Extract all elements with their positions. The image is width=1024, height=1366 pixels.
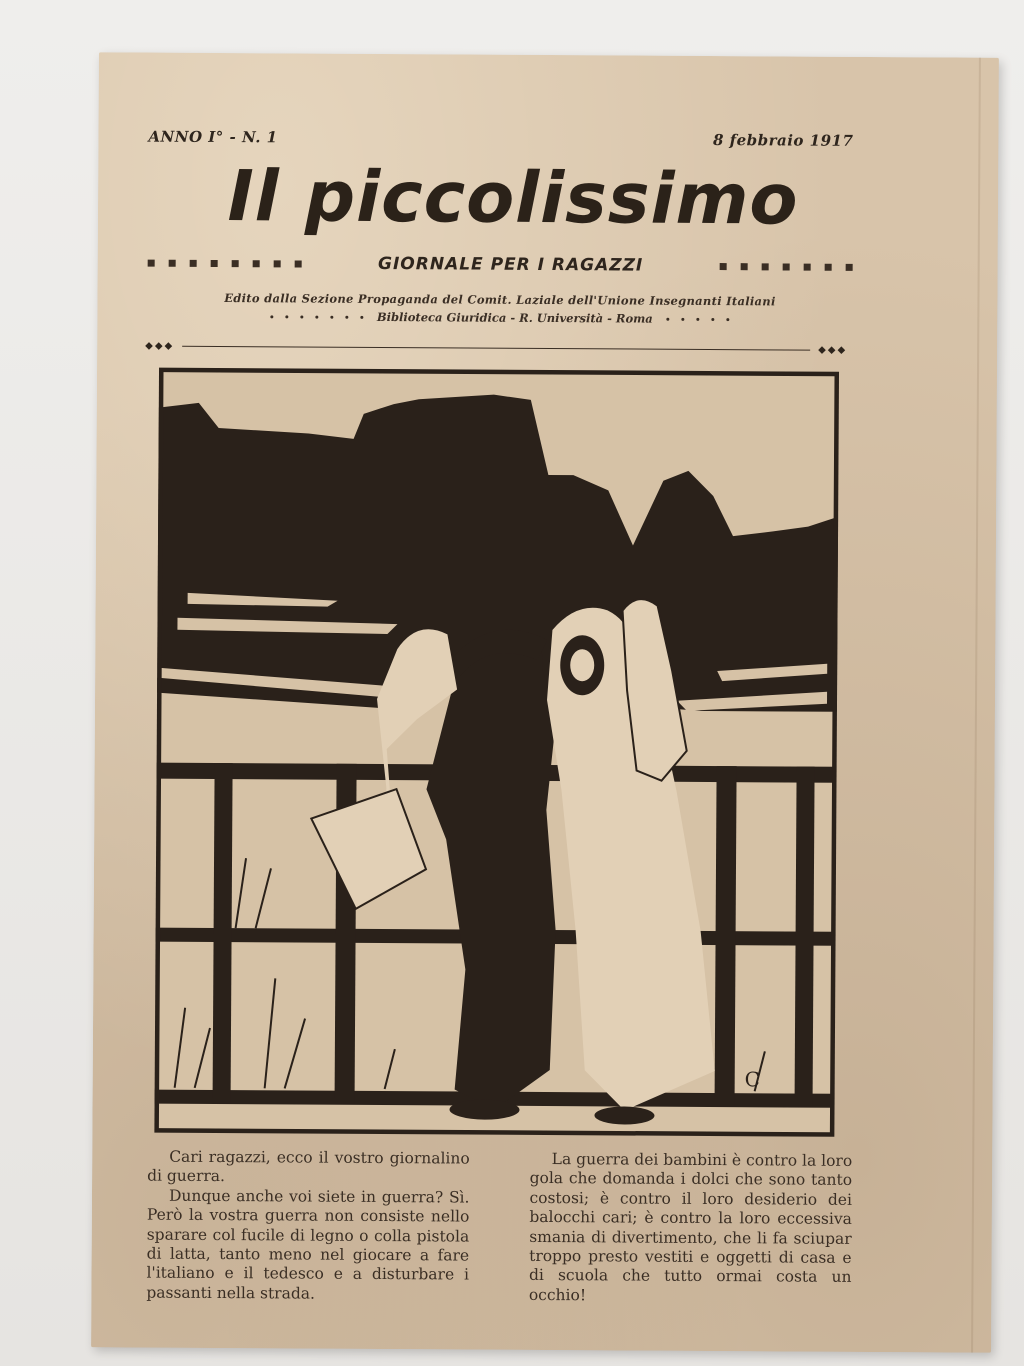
- newspaper-page: [91, 52, 999, 1352]
- publisher-line: Edito dalla Sezione Propaganda del Comit. Laziale dell'Unione Insegnanti Italiani: [224, 291, 776, 309]
- diamond-ornament-right: ◆◆◆: [818, 344, 848, 356]
- ornament-dots-right: [667, 317, 730, 320]
- masthead-rule: [145, 341, 847, 356]
- article-columns: [146, 1148, 852, 1307]
- subtitle-row: [148, 253, 853, 277]
- diamond-ornament-left: ◆◆◆: [145, 340, 175, 352]
- article-column-left: [146, 1148, 469, 1305]
- issue-date: 8 febbraio 1917: [712, 131, 854, 150]
- newspaper-subtitle: GIORNALE PER I RAGAZZI: [377, 253, 644, 276]
- masthead-top-line: [148, 128, 853, 150]
- woodcut-illustration: [154, 368, 839, 1137]
- paragraph: Cari ragazzi, ecco il vostro giornalino di guerra.: [147, 1147, 470, 1186]
- publisher-address: Biblioteca Giuridica - R. Università - Roma: [376, 309, 653, 326]
- address-row: [147, 309, 852, 327]
- newspaper-title: Il piccolissimo: [227, 155, 799, 241]
- ornament-squares-left: [148, 259, 302, 267]
- ornament-dots-left: [270, 315, 363, 319]
- artist-signature: C: [744, 1067, 761, 1092]
- paragraph: Dunque anche voi siete in guerra? Sì. Però la vostra guerra non consiste nello sparare col fucile di legno o colla pistola di latta, tanto meno nel giocare a fare l'italiano e il tedesco e a disturbare i passanti nella strada.: [146, 1186, 470, 1303]
- ornament-squares-right: [720, 263, 853, 271]
- paragraph: La guerra dei bambini è contro la loro gola che domanda i dolci che sono tanto costosi; è contro il loro desiderio dei balocchi cari; è contro la loro eccessiva smania di divertimento, che li fa sciupar troppo presto vestiti e oggetti di casa e di scuola che tutto ormai costa un occhio!: [528, 1150, 853, 1304]
- issue-number: ANNO I° - N. 1: [148, 127, 278, 147]
- article-column-right: [529, 1150, 852, 1307]
